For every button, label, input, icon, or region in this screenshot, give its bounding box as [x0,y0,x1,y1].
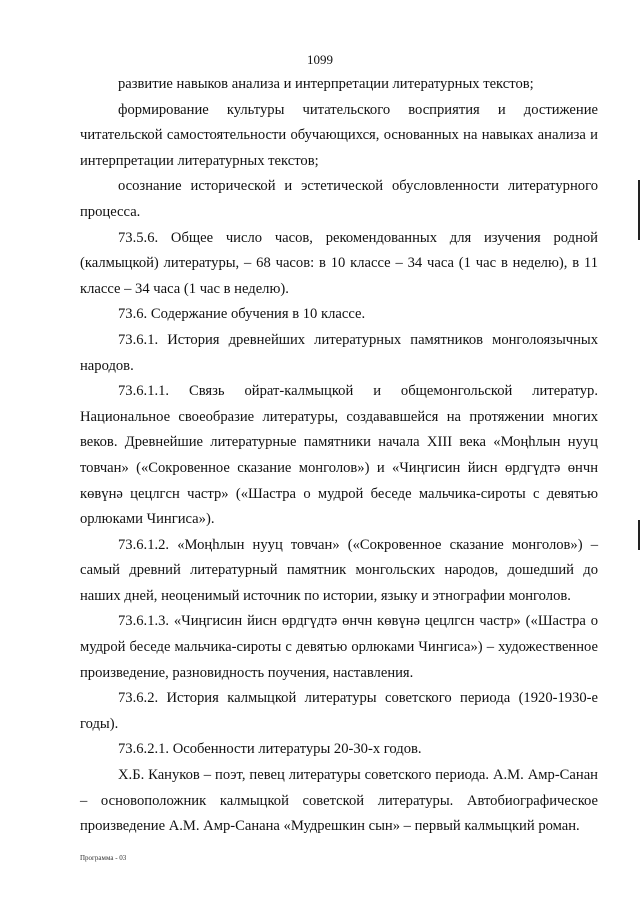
paragraph-3: осознание исторической и эстетической обусловленности литературного процесса. [80,178,598,220]
page-content [80,72,598,840]
paragraph-9: 73.6.1.3. «Чиңгисин йисн өрдгүдтә өнчн көвүнә цецлгсн частр» («Шастра о мудрой беседе мальчика-сироты с девятью орлюками Чингиса») – художественное произведение, разновидность поучения, наставления. [80,613,598,681]
page-footer: Программа - 03 [80,854,127,862]
paragraph-6: 73.6.1. История древнейших литературных памятников монголоязычных народов. [80,331,598,374]
paragraph-11: 73.6.2.1. Особенности литературы 20-30-х годов. [118,741,422,758]
paragraph-1: развитие навыков анализа и интерпретации литературных текстов; [118,76,534,92]
paragraph-5: 73.6. Содержание обучения в 10 классе. [118,306,366,323]
page-number: 1099 [307,52,333,67]
paragraph-7: 73.6.1.1. Связь ойрат-калмыцкой и общемонгольской литератур. Национальное своеобразие литературы, создававшейся на протяжении многих веков. Древнейшие литературные памятники начала XIII века «Моңһлын нууц товчан» («Сокровенное сказание монголов») и «Чиңгисин йисн өрдгүдтә өнчн көвүнә цецлгсн частр» («Шастра о мудрой беседе мальчика-сироты с девятью орлюками Чингиса»). [80,383,598,528]
paragraph-10: 73.6.2. История калмыцкой литературы советского периода (1920-1930-е годы). [80,690,598,732]
paragraph-8: 73.6.1.2. «Моңһлын нууц товчан» («Сокровенное сказание монголов») – самый древний литературный памятник монгольских народов, дошедший до наших дней, неоценимый источник по истории, языку и этнографии монголов. [80,536,598,604]
paragraph-12: Х.Б. Кануков – поэт, певец литературы советского периода. А.М. Амр-Санан – основоположник калмыцкой советской литературы. Автобиографическое произведение А.М. Амр-Санана «Мудрешкин сын» – первый калмыцкий роман. [80,767,598,835]
paragraph-2: формирование культуры читательского восприятия и достижение читательской самостоятельности обучающихся, основанных на навыках анализа и интерпретации литературных текстов; [80,101,598,169]
paragraph-4: 73.5.6. Общее число часов, рекомендованных для изучения родной (калмыцкой) литературы, – 68 часов: в 10 классе – 34 часа (1 час в неделю), в 11 классе – 34 часа (1 час в неделю). [80,229,598,297]
